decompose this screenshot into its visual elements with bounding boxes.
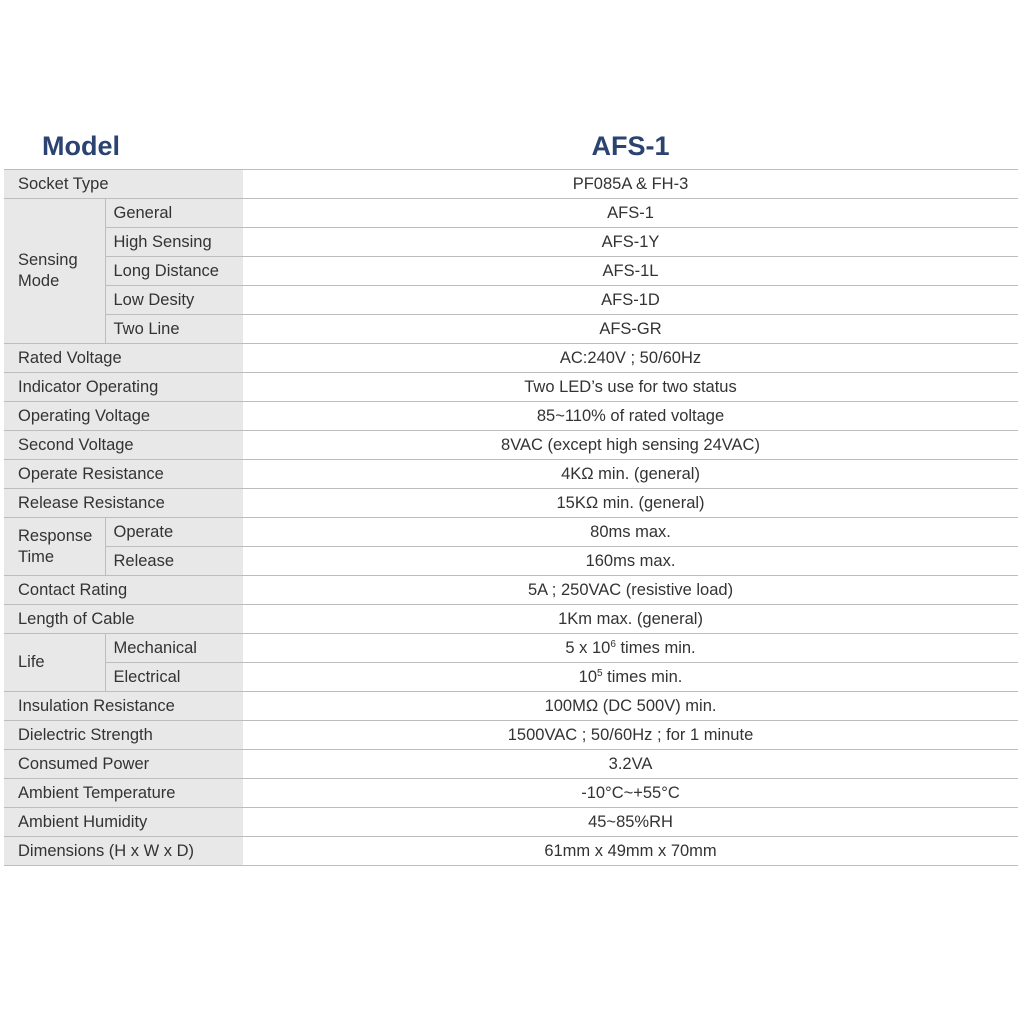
sub-label: Two Line	[105, 315, 243, 344]
spec-value: 4KΩ min. (general)	[243, 460, 1018, 489]
spec-value	[243, 663, 1018, 692]
spec-label: Dimensions (H x W x D)	[4, 837, 243, 866]
spec-value: 80ms max.	[243, 518, 1018, 547]
value-exponent: 6	[610, 638, 616, 650]
spec-label: Insulation Resistance	[4, 692, 243, 721]
spec-label: Consumed Power	[4, 750, 243, 779]
sub-label: Operate	[105, 518, 243, 547]
table-row	[4, 286, 1018, 315]
spec-label: Indicator Operating	[4, 373, 243, 402]
table-row	[4, 228, 1018, 257]
spec-value: 1500VAC ; 50/60Hz ; for 1 minute	[243, 721, 1018, 750]
spec-label: Socket Type	[4, 170, 243, 199]
sub-label: Low Desity	[105, 286, 243, 315]
spec-label: Contact Rating	[4, 576, 243, 605]
table-row	[4, 750, 1018, 779]
model-name: AFS-1	[591, 131, 670, 161]
spec-label: Ambient Temperature	[4, 779, 243, 808]
spec-sheet	[4, 124, 1018, 866]
spec-label: Release Resistance	[4, 489, 243, 518]
sub-label: Release	[105, 547, 243, 576]
table-header	[4, 124, 1018, 170]
sub-label: Electrical	[105, 663, 243, 692]
table-row	[4, 779, 1018, 808]
sub-label: High Sensing	[105, 228, 243, 257]
spec-label: Second Voltage	[4, 431, 243, 460]
table-row	[4, 402, 1018, 431]
spec-label: Operating Voltage	[4, 402, 243, 431]
value-base: 5 x 10	[565, 638, 611, 657]
spec-value: AFS-1D	[243, 286, 1018, 315]
sub-label: Long Distance	[105, 257, 243, 286]
spec-label: Length of Cable	[4, 605, 243, 634]
table-row	[4, 576, 1018, 605]
value-suffix: times min.	[615, 638, 696, 657]
table-row	[4, 518, 1018, 547]
table-row	[4, 808, 1018, 837]
spec-label: Dielectric Strength	[4, 721, 243, 750]
spec-table	[4, 170, 1018, 866]
spec-value: AFS-1	[243, 199, 1018, 228]
spec-value: 5A ; 250VAC (resistive load)	[243, 576, 1018, 605]
table-row	[4, 199, 1018, 228]
table-row	[4, 257, 1018, 286]
group-label: Response Time	[4, 518, 105, 576]
model-heading: Model	[42, 131, 120, 161]
spec-value: AFS-1Y	[243, 228, 1018, 257]
table-row	[4, 663, 1018, 692]
table-row	[4, 344, 1018, 373]
table-row	[4, 170, 1018, 199]
table-row	[4, 837, 1018, 866]
spec-value: AFS-GR	[243, 315, 1018, 344]
value-suffix: times min.	[602, 667, 683, 686]
value-base: 10	[578, 667, 598, 686]
sub-label: Mechanical	[105, 634, 243, 663]
table-row	[4, 315, 1018, 344]
table-row	[4, 489, 1018, 518]
table-row	[4, 460, 1018, 489]
sub-label: General	[105, 199, 243, 228]
table-row	[4, 431, 1018, 460]
spec-value: 85~110% of rated voltage	[243, 402, 1018, 431]
table-row	[4, 547, 1018, 576]
spec-value: 45~85%RH	[243, 808, 1018, 837]
table-row	[4, 605, 1018, 634]
group-label: Life	[4, 634, 105, 692]
spec-value: 100MΩ (DC 500V) min.	[243, 692, 1018, 721]
table-row	[4, 721, 1018, 750]
spec-value: PF085A & FH-3	[243, 170, 1018, 199]
spec-value: AC:240V ; 50/60Hz	[243, 344, 1018, 373]
spec-value: Two LED’s use for two status	[243, 373, 1018, 402]
spec-value: 15KΩ min. (general)	[243, 489, 1018, 518]
spec-value: 160ms max.	[243, 547, 1018, 576]
spec-label: Ambient Humidity	[4, 808, 243, 837]
spec-label: Rated Voltage	[4, 344, 243, 373]
table-row	[4, 692, 1018, 721]
spec-value: 8VAC (except high sensing 24VAC)	[243, 431, 1018, 460]
spec-label: Operate Resistance	[4, 460, 243, 489]
spec-value	[243, 634, 1018, 663]
value-exponent: 5	[597, 667, 603, 679]
table-row	[4, 373, 1018, 402]
group-label: Sensing Mode	[4, 199, 105, 344]
spec-value: 3.2VA	[243, 750, 1018, 779]
spec-value: -10°C~+55°C	[243, 779, 1018, 808]
spec-value: 1Km max. (general)	[243, 605, 1018, 634]
table-row	[4, 634, 1018, 663]
spec-value: 61mm x 49mm x 70mm	[243, 837, 1018, 866]
spec-value: AFS-1L	[243, 257, 1018, 286]
